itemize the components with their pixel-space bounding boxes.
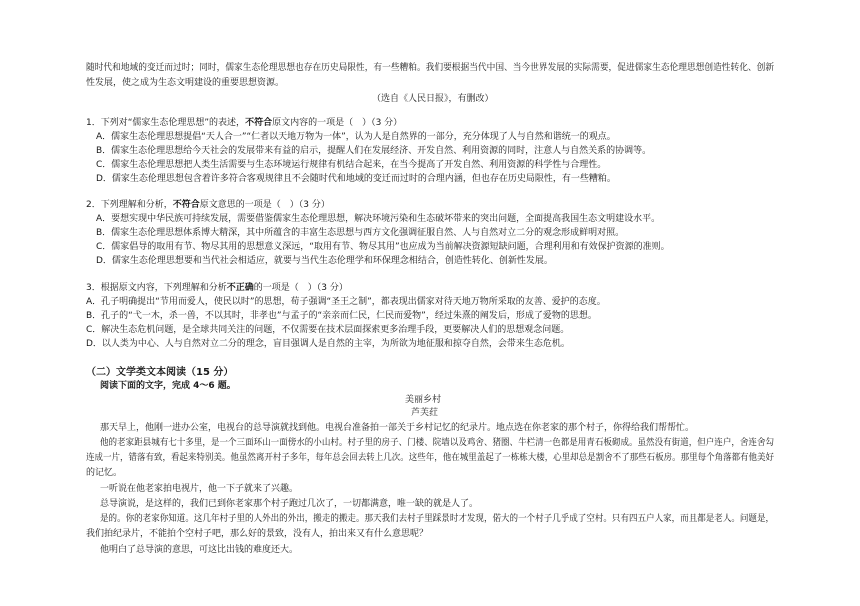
question-2-option-d[interactable]: D．儒家生态伦理思想要和当代社会相适应，就要与当代生态伦理学和环保理念相结合，创造性转化、创新性发展。 — [96, 256, 553, 266]
question-3-option-d[interactable]: D．以人类为中心、人与自然对立二分的理念，盲目强调人是自然的主宰，为所欲为地征服和掠夺自然，会带来生态危机。 — [86, 339, 570, 349]
question-3-stem: 3．根据原文内容，下列理解和分析不正确的一项是（ ）（3 分） — [86, 283, 348, 293]
story-paragraph: 连成一片，错落有致，看起来特别美。他虽然离开村子多年，每年总会回去转上几次。这些年，他在城里盖起了一栋栋大楼，心里却总是割舍不了那些石板房。那里每个角落都有他美好 — [86, 453, 775, 463]
story-paragraph: 一听说在他老家拍电视片，他一下子就来了兴趣。 — [100, 484, 299, 494]
question-1-option-a[interactable]: A．儒家生态伦理思想提倡“天人合一”“仁者以天地万物为一体”，认为人是自然界的一部分，充分体现了人与自然和谐统一的观点。 — [96, 132, 616, 142]
question-1-option-d[interactable]: D．儒家生态伦理思想包含着许多符合客观规律且不会随时代和地域的变迁而过时的合理内涵，但也存在历史局限性，有一些糟粕。 — [96, 174, 616, 184]
section-title: （二）文学类文本阅读（15 分） — [86, 367, 234, 378]
story-paragraph: 那天早上，他刚一进办公室，电视台的总导演就找到他。电视台准备拍一部关于乡村记忆的纪录片。地点选在你老家的那个村子，你得给我们帮帮忙。 — [100, 423, 695, 433]
passage-source: （选自《人民日报》，有删改） — [372, 94, 494, 104]
question-3-option-b[interactable]: B．孔子的“弋一木，杀一兽，不以其时，非孝也”与孟子的“亲亲而仁民，仁民而爱物”，经过朱熹的阐发后，形成了爱物的思想。 — [86, 311, 597, 321]
story-title: 美丽乡村 — [405, 395, 442, 405]
story-paragraph: 我们拍纪录片，不能拍个空村子吧，那么好的景致，没有人，拍出来又有什么意思呢？ — [86, 529, 429, 539]
question-3-option-c[interactable]: C．解决生态危机问题，是全球共同关注的问题，不仅需要在技术层面探索更多治理手段，更要解决人们的思想观念问题。 — [86, 325, 570, 335]
story-paragraph: 的记忆。 — [86, 468, 123, 478]
passage-line: 性发展，使之成为生态文明建设的重要思想资源。 — [86, 78, 285, 88]
question-2-stem: 2．下列理解和分析，不符合原文意思的一项是（ ）（3 分） — [86, 200, 330, 210]
question-2-option-b[interactable]: B．儒家生态伦理思想体系博大精深，其中所蕴含的丰富生态思想与西方文化强调征服自然、人与自然对立二分的观念形成鲜明对照。 — [96, 228, 625, 238]
section-instruction: 阅读下面的文字，完成 4～6 题。 — [100, 381, 236, 391]
question-2-option-c[interactable]: C．儒家倡导的取用有节、物尽其用的思想意义深远，“取用有节、物尽其用”也应成为当前解决资源短缺问题，合理利用和有效保护资源的准则。 — [96, 242, 670, 252]
question-2-option-a[interactable]: A．要想实现中华民族可持续发展，需要借鉴儒家生态伦理思想，解决环境污染和生态破坏带来的突出问题，全面提高我国生态文明建设水平。 — [96, 214, 661, 224]
question-1-option-c[interactable]: C．儒家生态伦理思想把人类生活需要与生态环境运行规律有机结合起来，在当今提高了开发自然、利用资源的科学性与合理性。 — [96, 160, 607, 170]
passage-line: 随时代和地域的变迁而过时；同时，儒家生态伦理思想也存在历史局限性，有一些糟粕。我们要根据当代中国、当今世界发展的实际需要，促进儒家生态伦理思想创造性转化、创新 — [86, 63, 775, 73]
story-author: 芦芙荭 — [411, 408, 439, 418]
story-paragraph: 他明白了总导演的意思，可这比出钱的难度还大。 — [100, 545, 299, 555]
question-1-option-b[interactable]: B．儒家生态伦理思想给今天社会的发展带来有益的启示，提醒人们在发展经济、开发自然、利用资源的同时，注意人与自然关系的协调等。 — [96, 146, 652, 156]
question-3-option-a[interactable]: A．孔子明确提出“节用而爱人，使民以时”的思想，荀子强调“圣王之制”，都表现出儒家对待天地万物所采取的友善、爱护的态度。 — [86, 297, 606, 307]
question-1-stem: 1．下列对“儒家生态伦理思想”的表述，不符合原文内容的一项是（ ）（3 分） — [86, 118, 403, 128]
story-paragraph: 他的老家距县城有七十多里，是一个三面环山一面傍水的小山村。村子里的房子、门楼、院墙以及鸡舍、猪圈、牛栏清一色都是用青石板砌成。虽然没有街道，但户连户，舍连舍勾 — [100, 438, 775, 448]
story-paragraph: 是的。你的老家你知道。这几年村子里的人外出的外出，搬走的搬走。那天我们去村子里踩景时才发现，偌大的一个村子几乎成了空村。只有四五户人家，而且都是老人。问题是， — [100, 514, 775, 524]
story-paragraph: 总导演说，是这样的，我们已到你老家那个村子跑过几次了，一切都满意，唯一缺的就是人了。 — [100, 499, 479, 509]
